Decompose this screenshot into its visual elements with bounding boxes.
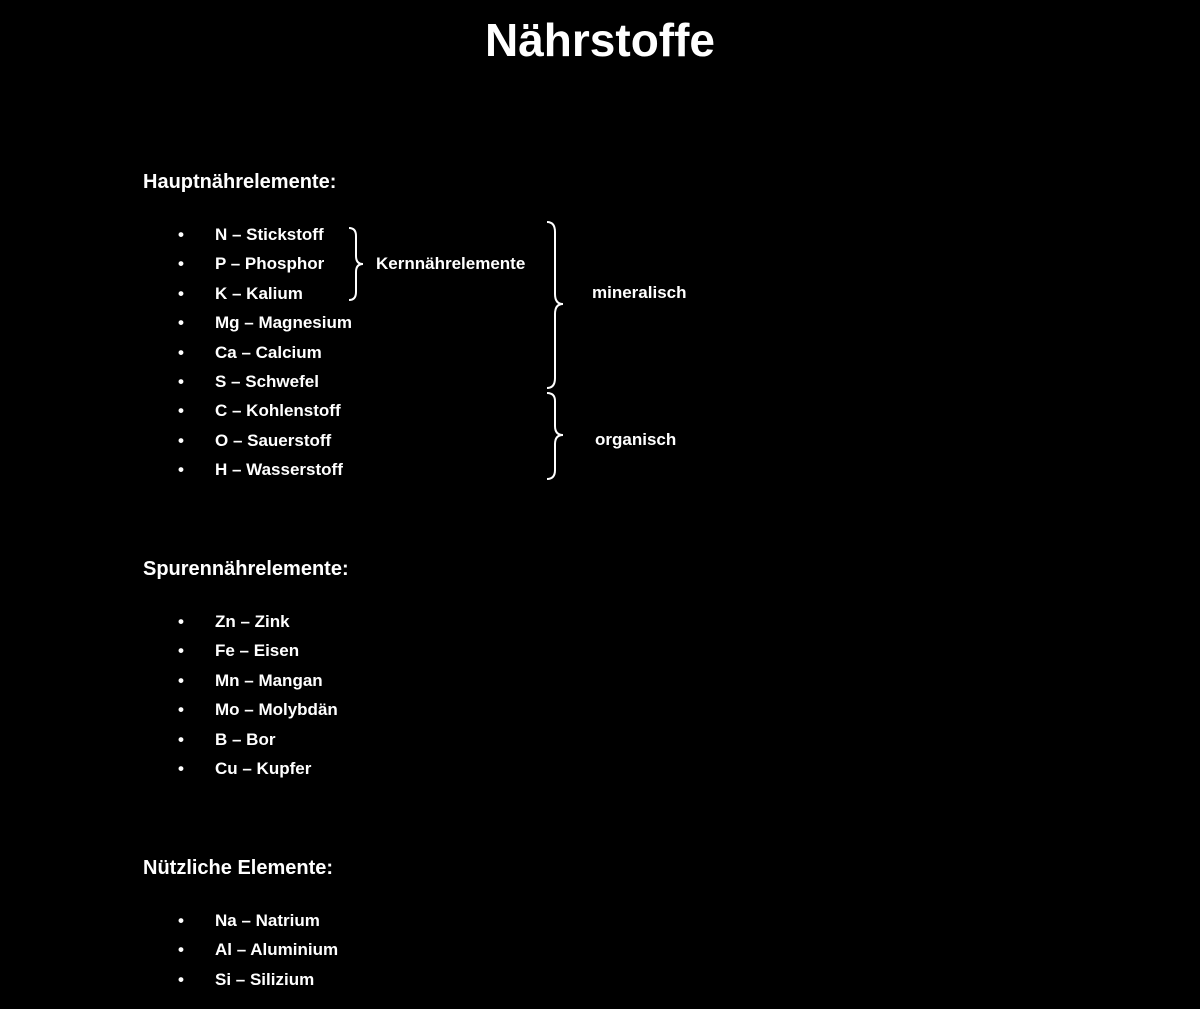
page-title: Nährstoffe [484, 14, 716, 66]
heading-nuetzliche-elemente: Nützliche Elemente: [143, 857, 334, 879]
item-text: B – Bor [215, 729, 276, 749]
item-text: Mn – Mangan [215, 670, 323, 690]
bullet-icon: • [178, 283, 184, 303]
item-text: H – Wasserstoff [215, 460, 343, 480]
item-text: S – Schwefel [215, 371, 319, 391]
list-item [178, 396, 352, 425]
brace-organic-icon [544, 391, 566, 481]
bullet-icon: • [178, 700, 184, 720]
item-text: Na – Natrium [215, 911, 320, 930]
list-item [178, 754, 338, 783]
bullet-icon: • [178, 313, 184, 333]
item-text: Si – Silizium [215, 969, 315, 989]
bullet-icon: • [178, 670, 184, 690]
list-item [178, 249, 352, 278]
bullet-icon: • [178, 940, 184, 960]
item-text: Ca – Calcium [215, 342, 322, 362]
list-item [178, 426, 352, 455]
heading-spurennaehrelemente: Spurennährelemente: [143, 558, 349, 580]
list-item [178, 935, 338, 964]
item-text: Al – Aluminium [215, 940, 339, 960]
group-label-mineral: mineralisch [592, 283, 687, 302]
bullet-icon: • [178, 225, 184, 244]
item-text: Mo – Molybdän [215, 700, 338, 720]
bullet-icon: • [178, 729, 184, 749]
item-text: Zn – Zink [215, 612, 290, 631]
list-item [178, 666, 338, 695]
item-text: O – Sauerstoff [215, 430, 332, 450]
list-nuetzliche-elemente [178, 906, 338, 994]
list-item [178, 695, 338, 724]
bullet-icon: • [178, 342, 184, 362]
list-item [178, 965, 338, 994]
item-text: Cu – Kupfer [215, 758, 312, 778]
item-text: Fe – Eisen [215, 641, 300, 661]
item-text: K – Kalium [215, 283, 303, 303]
item-text: P – Phosphor [215, 254, 325, 274]
bullet-icon: • [178, 371, 184, 391]
bullet-icon: • [178, 254, 184, 274]
group-label-kern: Kernnährelemente [376, 254, 526, 273]
list-item [178, 636, 338, 665]
list-hauptnaehrelemente [178, 220, 352, 485]
bullet-icon: • [178, 641, 184, 661]
bullet-icon: • [178, 612, 184, 631]
bullet-icon: • [178, 969, 184, 989]
list-item [178, 906, 338, 935]
brace-mineral-icon [544, 220, 566, 390]
bullet-icon: • [178, 911, 184, 930]
list-item [178, 308, 352, 337]
bullet-icon: • [178, 758, 184, 778]
list-item [178, 607, 338, 636]
item-text: Mg – Magnesium [215, 313, 352, 333]
list-item [178, 725, 338, 754]
bullet-icon: • [178, 430, 184, 450]
list-spurennaehrelemente [178, 607, 338, 783]
group-label-organic: organisch [595, 430, 677, 449]
list-item [178, 455, 352, 484]
list-item [178, 338, 352, 367]
bullet-icon: • [178, 460, 184, 480]
item-text: C – Kohlenstoff [215, 401, 341, 421]
list-item [178, 220, 352, 249]
brace-kern-icon [346, 226, 366, 302]
heading-hauptnaehrelemente: Hauptnährelemente: [143, 171, 337, 193]
list-item [178, 279, 352, 308]
list-item [178, 367, 352, 396]
item-text: N – Stickstoff [215, 225, 324, 244]
bullet-icon: • [178, 401, 184, 421]
